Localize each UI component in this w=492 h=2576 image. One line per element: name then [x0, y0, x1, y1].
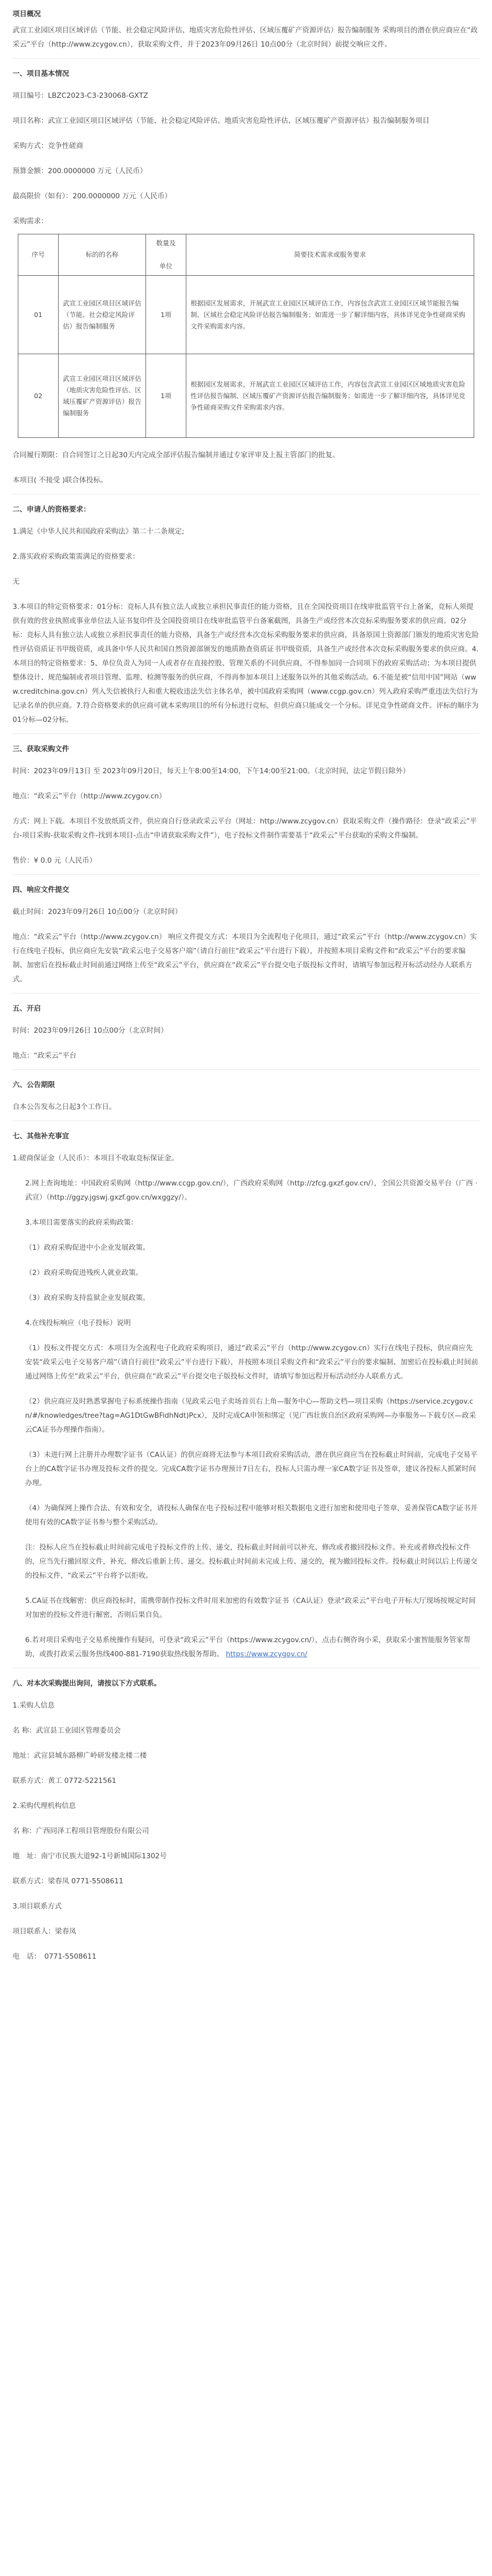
overview-heading: 项目概况: [13, 10, 41, 18]
contract-period: 合同履行期限：自合同签订之日起30天内完成全部评估报告编制并通过专家评审及上报主管部门的批复。: [13, 451, 340, 459]
submit-deadline: 截止时间：2023年09月26日 10点00分（北京时间）: [13, 908, 182, 916]
col-qty-top: 数量及: [156, 239, 176, 247]
project-name: 项目名称：武宣工业园区项目区域评估（节能、社会稳定风险评估、地质灾害危险性评估、区域压覆矿产资源评估）报告编制服务项目: [13, 117, 430, 125]
supplement-item: 5.CA证书在线解密：供应商投标时，需携带制作投标文件时用来加密的有效数字证书（CA认证）登录“政采云”平台电子开标大厅现场按规定时间对加密的投标文件进行解密，否则后果自负。: [25, 1597, 476, 1619]
contact-phone: 电 话： 0771-5508611: [13, 1952, 97, 1961]
section-7-title: 七、其他补充事宜: [13, 1132, 69, 1140]
qualification-item: 3.本项目的特定资格要求：01分标：竞标人具有独立法人或独立承担民事责任的能力资格，且在全国投资项目在线审批监管平台上备案，竞标人须提供有效的营业执照或事业单位法人证书复印件及全国投资项目在线审批监管平台备案截图，具备生产或经营本次竞标采购服务要求的供应商。02分标：竞标人具有独立法人或独立承担民事责任的能力资格，具备生产或经营本次竞标采购服务要求的供应商，具备原国土资源部门颁发的地质灾害危险性评估资质证书甲级资质，或具备中华人民共和国自然资源部颁发的地质勘查资质证书甲级资质，具备生产或经营本次竞标采购服务要求的供应商。4.本项目的特定资格要求：5、单位负责人为同一人或者存在直接控股、管理关系的不同供应商，不得参加同一合同项下的政府采购活动；为本项目提供整体设计、规范编制或者项目管理、监理、检测等服务的供应商，不得再参加本项目上述服务以外的其他采购活动。6.不能是被“信用中国”网站（www.creditchina.gov.cn）列入失信被执行人和重大税收违法失信主体名单，被中国政府采购网（www.ccgp.gov.cn）列入政府采购严重违法失信行为记录名单的供应商。7.符合资格要求的供应商可就本采购项目的所有分标进行竞标，但供应商只能成交一个分标。详见竞争性磋商文件。评标的顺序为01分标—02分标。: [13, 603, 479, 724]
col-desc: 简要技术需求或服务要求: [186, 234, 474, 276]
supplement-item: （2）供应商应及时熟悉掌握电子标系统操作指南（见政采云电子卖场首页右上角—服务中心—帮助文档—项目采购（https://service.zcygov.cn/#/knowledges/tree?tag=AG1DtGwBFidhNdt)Pcx），及时完成CA申领和绑定（见广西壮族自治区政府采购网—办事服务—下载专区—政采云CA证书办理操作指南）。: [25, 1397, 476, 1434]
section-1-title: 一、项目基本情况: [13, 70, 69, 78]
submit-place: 地点：“政采云”平台（http://www.zcygov.cn） 响应文件提交方式：本项目为全流程电子化项目，通过“政采云”平台（http://www.zcygov.cn）实行在线电子投标，供应商应先安装“政采云电子交易客户端”（请自行前往“政采云”平台进行下载），并按照本项目采购文件和“政采云”平台的要求编制、加密后在投标截止时间前通过网络上传至“政采云”平台，供应商在“政采云”平台提交电子版投标文件时，请填写参加远程开标活动经办人联系方式。: [13, 933, 477, 984]
opening-time: 时间：2023年09月26日 10点00分（北京时间）: [13, 1026, 168, 1035]
table-header-row: [18, 234, 474, 276]
supplement-item: （3）未进行网上注册并办理数字证书（CA认证）的供应商将无法参与本项目政府采购活动，潜在供应商应当在投标截止时间前，完成电子交易平台上的CA数字证书办理及投标文件的提交。完成CA数字证书办理预计7日左右，投标人只需办理一家CA数字证书及签章，建议各投标人抓紧时间办理。: [25, 1451, 478, 1487]
contact-person: 项目联系人：梁春凤: [13, 1927, 76, 1936]
col-qty: [146, 234, 186, 276]
procurement-method: 采购方式：竞争性磋商: [13, 142, 83, 150]
agency-address: 地 址：南宁市民族大道92-1号新城国际1302号: [13, 1852, 167, 1860]
opening-place: 地点：“政采云”平台: [13, 1052, 76, 1060]
project-number: 项目编号：LBZC2023-C3-230068-GXTZ: [13, 92, 148, 100]
supplement-item: 注：投标人应当在投标截止时间前完成电子投标文件的上传、递交，投标截止时间前可以补充、修改或者撤回投标文件。补充或者修改投标文件的，应当先行撤回原文件，补充、修改后重新上传、递交。投标截止时间前未完成上传、递交的，视为撤回投标文件。投标截止时间以后上传递交的投标文件，“政采云”平台将予以拒收。: [25, 1543, 477, 1580]
row-desc: 根据园区发展需求，开展武宣工业园区区域评估工作，内容包含武宣工业园区区域节能报告编制、区域社会稳定风险评估报告编制服务；如需进一步了解详细内容，具体详见竞争性磋商采购文件采购需求内容。: [186, 276, 474, 354]
agency-name: 名 称：广西同泽工程项目管理股份有限公司: [13, 1827, 149, 1835]
requirements-label: 采购需求：: [13, 217, 48, 225]
supplement-item: （1）投标文件提交方式：本项目为全流程电子化政府采购项目，通过“政采云”平台（http://www.zcygov.cn）实行在线电子投标，供应商应先安装“政采云电子交易客户端”（请自行前往“政采云”平台进行下载），并按照本项目采购文件和“政采云”平台的要求编制、加密后在投标截止时间前通过网络上传至“政采云”平台，供应商在“政采云”平台提交电子版投标文件时，请填写参加远程开标活动经办人联系方式。: [25, 1344, 478, 1381]
supplement-item: 4.在线投标响应（电子投标）说明: [25, 1319, 131, 1327]
supplement-item: （1）政府采购促进中小企业发展政策。: [25, 1244, 150, 1252]
row-desc: 根据园区发展需求，开展武宣工业园区区域评估工作，内容包含武宣工业园区区域地质灾害危险性评估报告编制、区域压覆矿产资源评估报告编制服务；如需进一步了解详细内容，具体详见竞争性磋商采购文件采购需求内容。: [186, 354, 474, 438]
obtain-time: 时间：2023年09月13日 至 2023年09月20日，每天上午8:00至14:00，下午14:00至21:00。（北京时间，法定节假日除外）: [13, 767, 410, 775]
contact-heading: 3.项目联系方式: [13, 1902, 62, 1911]
zcygov-link[interactable]: https://www.zcygov.cn/: [226, 1650, 308, 1658]
agency-phone: 联系方式：梁春凤 0771-5508611: [13, 1877, 124, 1885]
section-4-title: 四、响应文件提交: [13, 886, 69, 894]
agency-heading: 2.采购代理机构信息: [13, 1802, 76, 1810]
document-price: 售价：¥ 0.0 元（人民币）: [13, 856, 97, 865]
row-qty: 1项: [146, 276, 186, 354]
obtain-place: 地点：“政采云”平台（http://www.zcygov.cn）: [13, 792, 166, 800]
section-6-title: 六、公告期限: [13, 1081, 55, 1089]
section-2-title: 二、申请人的资格要求：: [13, 505, 91, 514]
qualification-item: 2.落实政府采购政策需满足的资格要求：: [13, 552, 140, 561]
supplement-item-text: 6.若对项目采购电子交易系统操作有疑问，可登录“政采云”平台（https://www.zcygov.cn/），点击右侧咨询小采，获取采小蜜智能服务管家帮助，或拨打政采云服务热线400-881-7190获取热线服务帮助。: [25, 1636, 471, 1658]
row-no: 01: [18, 276, 59, 354]
qualification-block: [13, 600, 479, 734]
purchaser-heading: 1.采购人信息: [13, 1701, 55, 1710]
table-row: [18, 276, 474, 354]
section-3-title: 三、获取采购文件: [13, 745, 69, 753]
supplement-item: （2）政府采购促进残疾人就业政策。: [25, 1269, 143, 1277]
opening-block: [13, 1049, 479, 1070]
col-no: 序号: [18, 234, 59, 276]
obtain-method: 方式：网上下载。本项目不发放纸质文件，供应商自行登录政采云平台（网址：http://www.zcygov.cn）获取采购文件（操作路径：登录“政采云”平台-项目采购-获取采购文件-找到本项目-点击“申请获取采购文件”），电子投标文件制作需要基于“政采云”平台获取的采购文件编制。: [13, 817, 477, 840]
budget-amount: 预算金额：200.0000000 万元（人民币）: [13, 167, 147, 175]
notice-period-block: [13, 1100, 479, 1121]
row-name: 武宣工业园区项目区域评估（节能、社会稳定风险评估）报告编制服务: [59, 276, 146, 354]
qualification-item: 1.满足《中华人民共和国政府采购法》第二十二条规定;: [13, 527, 184, 536]
supplement-last-block: [13, 1633, 479, 1668]
notice-period: 自本公告发布之日起3个工作日。: [13, 1103, 116, 1111]
section-8-title: 八、对本次采购提出询问，请按以下方式联系。: [13, 1679, 161, 1688]
row-no: 02: [18, 354, 59, 438]
supplement-item: （4）为确保网上操作合法、有效和安全，请投标人确保在电子投标过程中能够对相关数据电文进行加密和使用电子签章，妥善保管CA数字证书并使用有效的CA数字证书参与整个采购活动。: [25, 1504, 478, 1527]
qualification-item: 无: [13, 578, 20, 586]
requirements-table: [18, 234, 474, 438]
submit-block: [13, 930, 479, 993]
consortium-block: [13, 473, 479, 494]
table-row: [18, 354, 474, 438]
consortium-note: 本项目( 不接受 )联合体投标。: [13, 476, 108, 484]
row-name: 武宣工业园区项目区域评估（地质灾害危险性评估、区域压覆矿产资源评估）报告编制服务: [59, 354, 146, 438]
supplement-item: 1.磋商保证金（人民币）：本项目不收取竞标保证金。: [13, 1154, 178, 1162]
col-qty-bottom: 单位: [159, 262, 173, 270]
purchaser-address: 地址：武宣县城东路柳广岭研发楼北楼二楼: [13, 1752, 147, 1760]
overview-block: [13, 24, 479, 59]
purchaser-name: 名 称：武宣县工业园区管理委员会: [13, 1726, 121, 1735]
price-block: [13, 854, 479, 875]
purchaser-phone: 联系方式：黄工 0772-5221561: [13, 1777, 117, 1785]
col-name: 标的的名称: [59, 234, 146, 276]
overview-text: 武宣工业园区项目区域评估（节能、社会稳定风险评估、地质灾害危险性评估、区域压覆矿产资源评估）报告编制服务 采购项目的潜在供应商应在“政采云”平台（http://www.zcygov.cn），获取采购文件，并于2023年09月26日 10点00分（北京时间）前提交响应文件。: [13, 26, 478, 49]
max-price: 最高限价（如有）：200.0000000 万元（人民币）: [13, 192, 172, 200]
section-5-title: 五、开启: [13, 1004, 41, 1013]
supplement-item: （3）政府采购支持监狱企业发展政策。: [25, 1294, 150, 1302]
supplement-item: [13, 1633, 479, 1662]
row-qty: 1项: [146, 354, 186, 438]
supplement-item: 3.本项目需要落实的政府采购政策：: [25, 1218, 138, 1227]
supplement-item: 2.网上查询地址：中国政府采购网（http://www.ccgp.gov.cn/），广西政府采购网（http://zfcg.gxzf.gov.cn/），全国公共资源交易平台（广西 · 武宣）（http://ggzy.jgswj.gxzf.gov.cn/wxggzy/）。: [25, 1179, 478, 1202]
